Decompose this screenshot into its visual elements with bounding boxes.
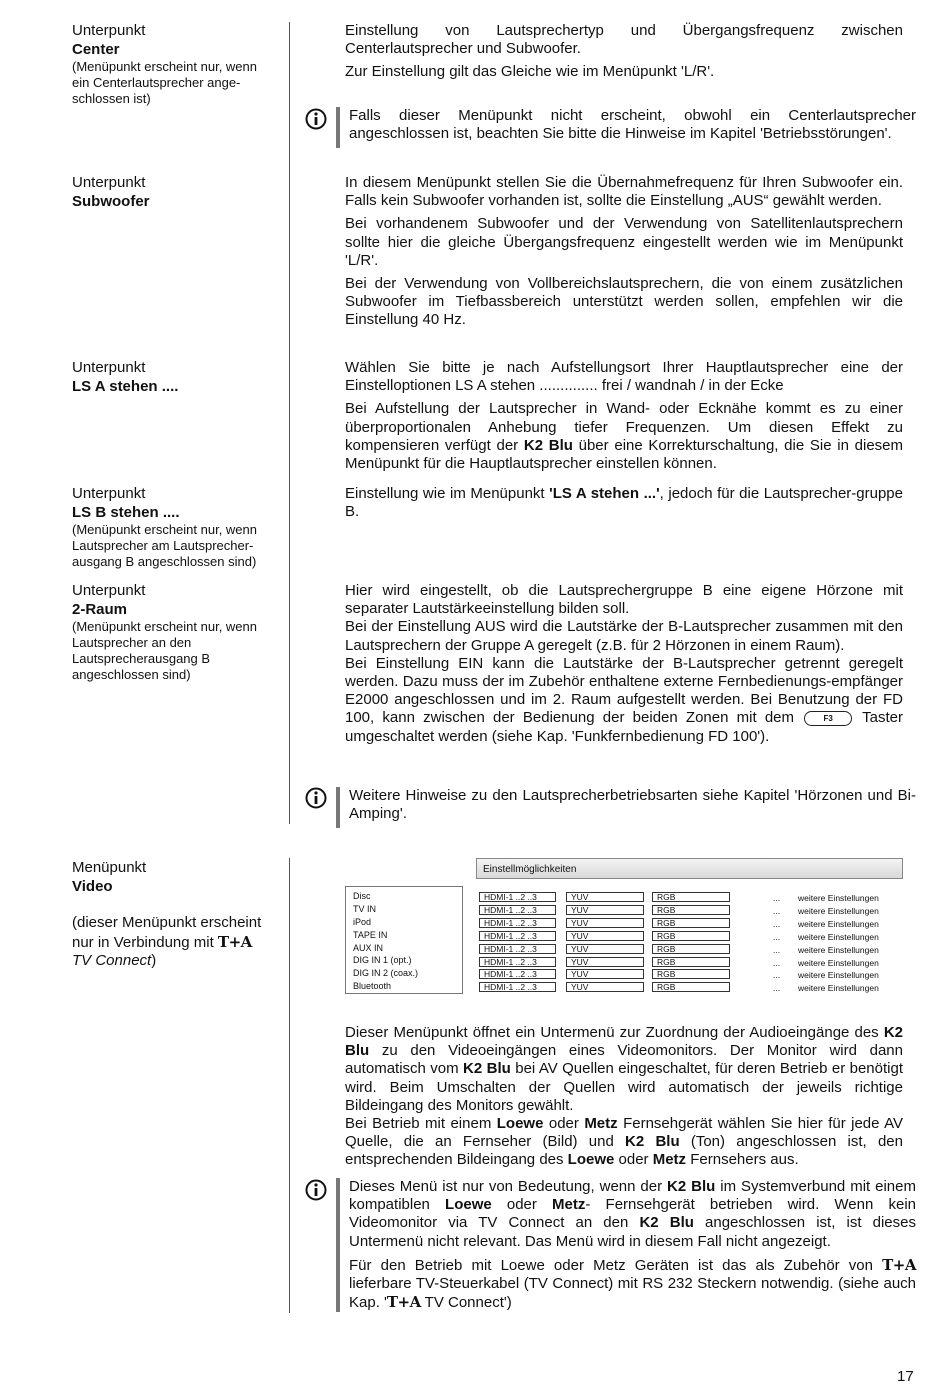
source-item: Bluetooth [353,981,392,992]
product-name: Loewe [496,1115,544,1133]
product-name: Metz [584,1115,618,1133]
source-item: TV IN [353,903,377,914]
brand-logo: T+A [386,1293,421,1312]
rgb-option: RGB [652,931,730,941]
section-label: Unterpunkt [72,582,146,599]
product-name: K2 Blu [667,1178,716,1195]
text-run: Bei Betrieb mit einem [345,1115,497,1133]
yuv-option: YUV [566,982,644,992]
paragraph [345,1115,903,1170]
text-run: Dieser Menüpunkt öffnet ein Untermenü zur Zuordnung der Audioeingänge des [345,1024,884,1041]
hdmi-option: HDMI-1 ..2 ..3 [479,905,556,915]
yuv-option: YUV [566,918,644,928]
more-settings-label: weitere Einstellungen [798,983,879,994]
menu-reference: 'LS A stehen ...' [549,485,660,502]
raum-body [345,582,903,751]
paragraph: Bei vorhandenem Subwoofer und der Verwendung von Satellitenlautsprechern sollte hier die gleiche Übergangsfrequenz eingestellt werden wie im Menüpunkt 'L/R'. [345,215,903,269]
settings-menu-screenshot [345,858,903,998]
paragraph [345,1024,903,1115]
text-run: Bei Einstellung EIN kann die Lautstärke der B-Lautsprecher getrennt geregelt werden. Dazu muss der im Zubehör enthaltene externe Fernbedienungs-empfänger E2000 angeschlossen und im 2. Raum aufgestellt werden. Bei Benutzung der FD 100, kann zwischen der Bedienung der beiden Zonen mit dem [345,654,903,727]
text-run: angeschlossen ist, ist dieses Untermenü nicht relevant. Das Menü wird in diesem Fall nicht angezeigt. [349,1214,916,1250]
ls-b-heading [72,485,277,570]
paragraph: Hier wird eingestellt, ob die Lautsprechergruppe B eine eigene Hörzone mit separater Lautstärkeeinstellung bilden soll. [345,582,903,618]
ellipsis: ... [773,931,781,942]
product-name: Loewe [445,1196,492,1214]
ls-a-body [345,359,903,478]
info-text: Falls dieser Menüpunkt nicht erscheint, obwohl ein Centerlautsprecher angeschlossen ist, beachten Sie bitte die Hinweise im Kapitel 'Betriebsstörungen'. [349,107,916,143]
text-run: oder [614,1151,653,1169]
product-name: K2 Blu [345,1024,903,1060]
info-icon [305,1179,327,1201]
rgb-option: RGB [652,905,730,915]
section-title: Center [72,40,120,58]
center-body [345,22,903,87]
text-run: Bei Aufstellung der Lautsprecher in Wand- oder Ecknähe kommt es zu einer überproportionalen Anhebung tiefer Frequenzen. Um diesen Effekt zu kompensieren verfügt der [345,400,903,454]
center-info-note [336,107,916,148]
yuv-option: YUV [566,931,644,941]
text-run: Fernsehgerät wählen Sie hier für jede AV Quelle, die an Fernseher (Bild) und [345,1115,903,1151]
section-title: LS A stehen .... [72,377,179,395]
ellipsis: ... [773,983,781,994]
text-run: Taster umgeschaltet werden (siehe Kap. 'Funkfernbedienung FD 100'). [345,709,903,745]
product-name: K2 Blu [639,1214,694,1232]
text-run: Einstellung wie im Menüpunkt [345,485,550,502]
section-title: LS B stehen .... [72,503,180,521]
source-list [345,886,463,994]
section-note: (Menüpunkt erscheint nur, wenn ein Centerlautsprecher ange-schlossen ist) [72,59,257,106]
paragraph [345,485,903,521]
section-title: Video [72,877,113,895]
brand-logo: T+A [217,932,252,951]
page-number: 17 [897,1368,914,1385]
source-item: Disc [353,891,371,901]
info-text: Weitere Hinweise zu den Lautsprecherbetriebsarten siehe Kapitel 'Hörzonen und Bi-Amping'. [349,787,916,823]
paragraph: Einstellung von Lautsprechertyp und Übergangsfrequenz zwischen Centerlautsprecher und Subwoofer. [345,22,903,58]
menu-title: Einstellmöglichkeiten [476,858,903,879]
hdmi-option: HDMI-1 ..2 ..3 [479,982,556,992]
raum-heading [72,582,277,683]
more-settings-label: weitere Einstellungen [798,970,879,981]
text-run: im Systemverbund mit einem kompatiblen [349,1178,916,1214]
section-title: 2-Raum [72,600,128,618]
source-item: DIG IN 1 (opt.) [353,955,412,966]
f3-button-icon: F3 [804,711,852,726]
source-item: DIG IN 2 (coax.) [353,968,419,979]
text-run: (dieser Menüpunkt erscheint nur in Verbindung mit [72,914,262,951]
section-label: Unterpunkt [72,359,146,376]
more-settings-label: weitere Einstellungen [798,918,879,929]
paragraph: Bei der Einstellung AUS wird die Lautstärke der B-Lautsprecher zusammen mit den Lautsprechern der Gruppe A geregelt (z.B. für 2 Hörzonen in einem Raum). [345,618,903,654]
source-item: iPod [353,916,372,927]
text-run: - Fernsehgerät betrieben wird. Wenn kein Videomonitor via TV Connect an den [349,1196,916,1232]
ellipsis: ... [773,944,781,955]
text-run: Für den Betrieb mit Loewe oder Metz Geräten ist das als Zubehör von [349,1256,883,1274]
product-name: Loewe [567,1151,615,1169]
brand-logo: T+A [882,1255,916,1274]
text-run: zu den Videoeingängen eines Videomonitors. Der Monitor wird dann automatisch vom [345,1042,903,1078]
section-note [72,914,277,971]
center-heading [72,22,277,107]
text-run: lieferbare TV-Steuerkabel (TV Connect) mit RS 232 Steckern notwendig. (siehe auch Kap. ' [349,1275,916,1312]
column-divider [289,858,290,1313]
yuv-option: YUV [566,957,644,967]
ellipsis: ... [773,905,781,916]
yuv-option: YUV [566,944,644,954]
section-note: (Menüpunkt erscheint nur, wenn Lautsprecher an den Lautsprecherausgang B angeschlossen sind) [72,619,257,682]
rgb-option: RGB [652,969,730,979]
raum-info-note [336,787,916,828]
video-info-note [336,1178,916,1312]
section-label: Unterpunkt [72,22,146,39]
rgb-option: RGB [652,944,730,954]
product-name: Metz [552,1196,586,1214]
info-text [349,1256,916,1313]
more-settings-label: weitere Einstellungen [798,957,879,968]
paragraph: Bei der Verwendung von Vollbereichslautsprechern, die von einem zusätzlichen Subwoofer im Tiefbassbereich unterstützt werden sollen, empfehlen wir die Einstellung 40 Hz. [345,275,903,329]
product-name: Metz [652,1151,687,1169]
more-settings-label: weitere Einstellungen [798,944,879,955]
text-run: Fernsehers aus. [686,1151,799,1169]
more-settings-label: weitere Einstellungen [798,931,879,942]
section-label: Unterpunkt [72,174,146,191]
ls-b-body [345,485,903,526]
hdmi-option: HDMI-1 ..2 ..3 [479,969,556,979]
text-run: Dieses Menü ist nur von Bedeutung, wenn der [349,1178,668,1195]
yuv-option: YUV [566,892,644,902]
ellipsis: ... [773,918,781,929]
source-item: TAPE IN [353,929,388,940]
more-settings-label: weitere Einstellungen [798,905,879,916]
text-run: ) [151,952,157,969]
rgb-option: RGB [652,982,730,992]
rgb-option: RGB [652,918,730,928]
hdmi-option: HDMI-1 ..2 ..3 [479,944,556,954]
info-icon [305,787,327,809]
section-label: Unterpunkt [72,485,146,502]
product-name: K2 Blu [523,436,573,454]
section-title: Subwoofer [72,192,150,210]
hdmi-option: HDMI-1 ..2 ..3 [479,957,556,967]
video-heading [72,859,277,971]
subwoofer-body [345,174,903,335]
hdmi-option: HDMI-1 ..2 ..3 [479,892,556,902]
ellipsis: ... [773,957,781,968]
subwoofer-heading [72,174,277,211]
yuv-option: YUV [566,905,644,915]
text-run: , jedoch für die Lautsprecher-gruppe B. [345,485,903,521]
product-name: K2 Blu [463,1060,511,1078]
column-divider [289,22,290,824]
text-run: TV Connect') [420,1294,512,1312]
rgb-option: RGB [652,892,730,902]
rgb-option: RGB [652,957,730,967]
yuv-option: YUV [566,969,644,979]
source-item: AUX IN [353,942,384,953]
paragraph: Wählen Sie bitte je nach Aufstellungsort Ihrer Hauptlautsprecher eine der Einstelloptionen LS A stehen .............. frei / wandnah / in der Ecke [345,359,903,395]
product-name: K2 Blu [625,1133,680,1151]
info-text [349,1178,916,1251]
ls-a-heading [72,359,277,396]
hdmi-option: HDMI-1 ..2 ..3 [479,918,556,928]
paragraph [345,655,903,746]
section-label: Menüpunkt [72,859,147,876]
text-run: oder [543,1115,585,1133]
paragraph [345,400,903,473]
section-note: (Menüpunkt erscheint nur, wenn Lautsprecher am Lautsprecher-ausgang B angeschlossen sind) [72,522,257,569]
paragraph: In diesem Menüpunkt stellen Sie die Übernahmefrequenz für Ihren Subwoofer ein. Falls kein Subwoofer vorhanden ist, sollte die Einstellung „AUS“ gewählt werden. [345,174,903,210]
text-run: oder [491,1196,553,1214]
hdmi-option: HDMI-1 ..2 ..3 [479,931,556,941]
video-body [345,1024,903,1175]
text-run: (Ton) angeschlossen ist, den entsprechenden Bildeingang des [345,1133,903,1169]
ellipsis: ... [773,970,781,981]
text-run: über eine Korrekturschaltung, die Sie in diesem Menüpunkt für die Hauptlautsprecher einstellen können. [345,436,904,473]
more-settings-label: weitere Einstellungen [798,893,879,903]
info-icon [305,108,327,130]
paragraph: Zur Einstellung gilt das Gleiche wie im Menüpunkt 'L/R'. [345,63,715,81]
product-name: TV Connect [72,952,152,969]
text-run: bei AV Quellen eingeschaltet, für deren Betrieb er benötigt wird. Beim Umschalten der Quellen wird automatisch der jeweils richtige Bildeingang des Monitors gewählt. [345,1060,903,1114]
ellipsis: ... [773,893,781,903]
